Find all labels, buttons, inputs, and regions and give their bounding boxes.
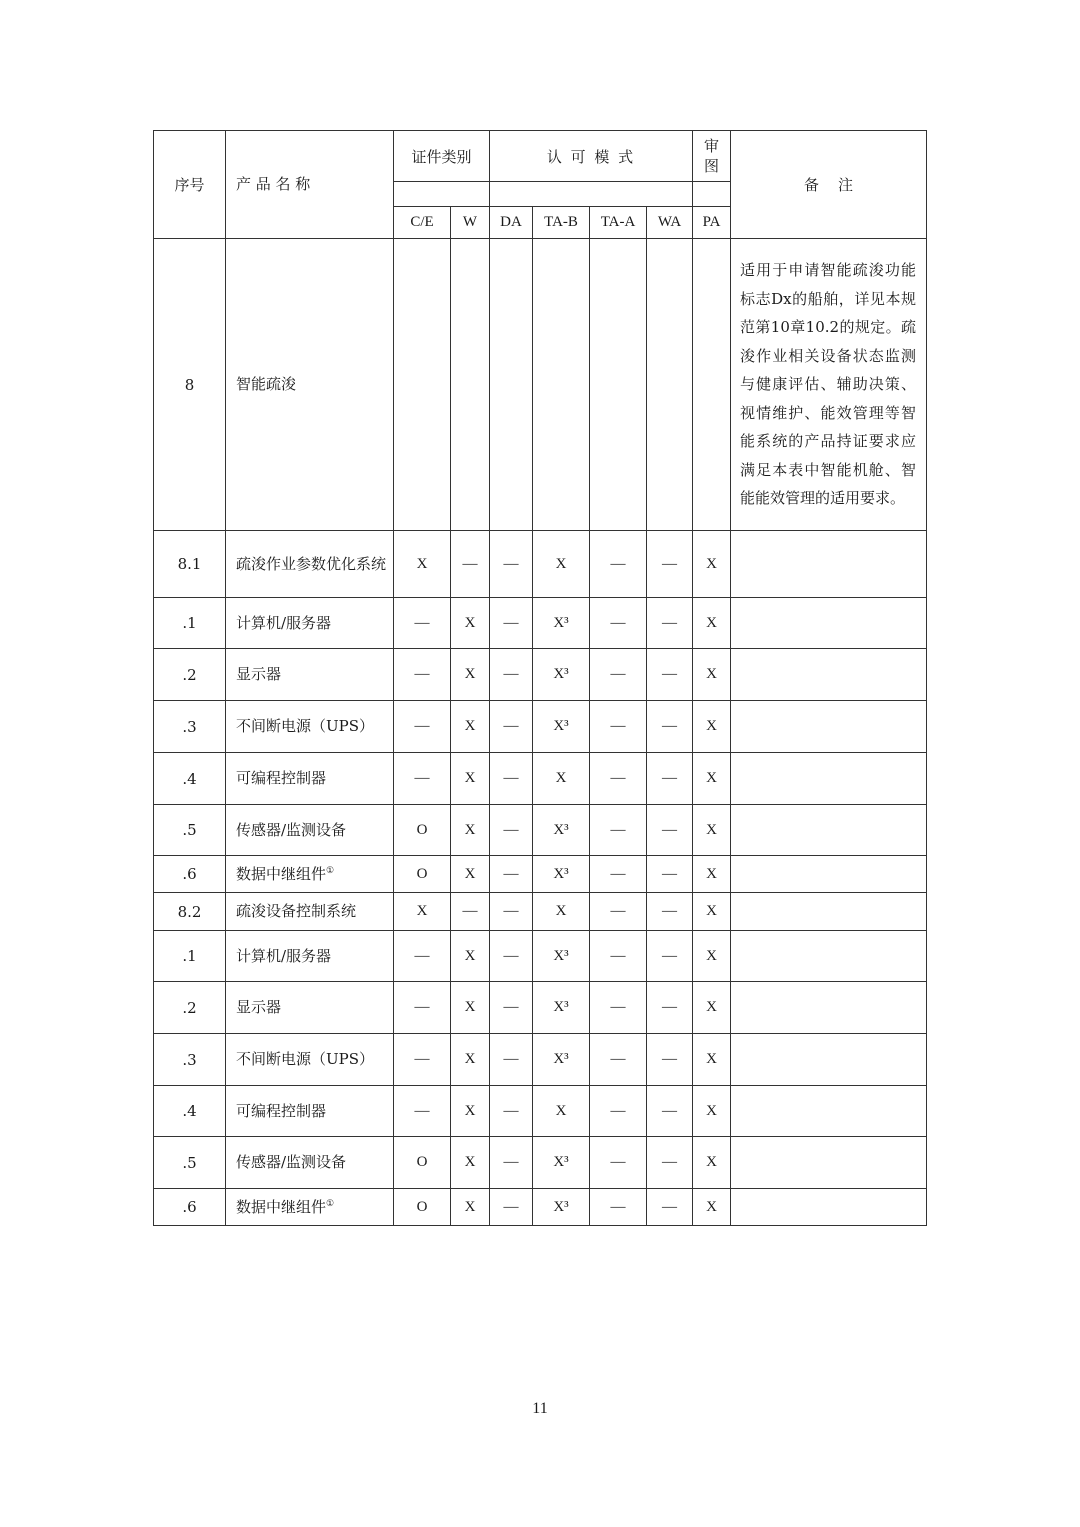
- row-remark: [731, 893, 927, 931]
- row-mark-da: —: [490, 753, 533, 805]
- row-seq: .3: [154, 701, 226, 753]
- section-name: 智能疏浚: [226, 239, 394, 531]
- row-mark-tab: X: [533, 531, 590, 598]
- row-mark-w: X: [451, 1034, 490, 1086]
- row-mark-ce: —: [394, 649, 451, 701]
- row-product-name-text: 传感器/监测设备: [236, 820, 347, 839]
- row-product-name-text: 可编程控制器: [236, 1101, 327, 1120]
- row-seq: 8.2: [154, 893, 226, 931]
- row-product-name: [226, 982, 394, 1034]
- row-mark-pa: X: [693, 1137, 731, 1189]
- section-remark: 适用于申请智能疏浚功能标志Dx的船舶，详见本规范第10章10.2的规定。疏浚作业相关设备状态监测与健康评估、辅助决策、视情维护、能效管理等智能系统的产品持证要求应满足本表中智能机舱、智能能效管理的适用要求。: [731, 239, 927, 531]
- row-mark-pa: X: [693, 753, 731, 805]
- header-cert-blank: [394, 182, 490, 207]
- row-product-name-text: 不间断电源（UPS）: [236, 717, 375, 735]
- table-row: [154, 1034, 927, 1086]
- row-mark-wa: —: [647, 753, 693, 805]
- row-seq: 8.1: [154, 531, 226, 598]
- section-seq: 8: [154, 239, 226, 531]
- row-mark-da: —: [490, 701, 533, 753]
- section-empty-cell: [490, 239, 533, 531]
- row-mark-tab: X³: [533, 805, 590, 856]
- header-code-w: W: [451, 207, 490, 239]
- row-mark-tab: X³: [533, 1189, 590, 1226]
- row-mark-tab: X³: [533, 856, 590, 893]
- row-seq: .6: [154, 1189, 226, 1226]
- row-mark-pa: X: [693, 982, 731, 1034]
- row-mark-taa: —: [590, 1189, 647, 1226]
- row-mark-da: —: [490, 893, 533, 931]
- table-row: [154, 1086, 927, 1137]
- table-row: [154, 531, 927, 598]
- row-mark-w: X: [451, 701, 490, 753]
- row-product-name: [226, 649, 394, 701]
- row-mark-taa: —: [590, 598, 647, 649]
- row-mark-w: X: [451, 1086, 490, 1137]
- header-seq: 序号: [154, 131, 226, 239]
- row-remark: [731, 982, 927, 1034]
- row-mark-tab: X³: [533, 701, 590, 753]
- row-mark-tab: X³: [533, 649, 590, 701]
- row-remark: [731, 1086, 927, 1137]
- row-product-name: [226, 1137, 394, 1189]
- row-product-name: [226, 893, 394, 931]
- row-mark-taa: —: [590, 931, 647, 982]
- row-mark-w: X: [451, 1189, 490, 1226]
- row-mark-pa: X: [693, 598, 731, 649]
- row-mark-ce: X: [394, 531, 451, 598]
- row-product-name: [226, 931, 394, 982]
- table-row: [154, 701, 927, 753]
- row-mark-pa: X: [693, 1034, 731, 1086]
- section-empty-cell: [533, 239, 590, 531]
- table-row: [154, 893, 927, 931]
- row-mark-taa: —: [590, 805, 647, 856]
- row-remark: [731, 649, 927, 701]
- row-mark-pa: X: [693, 856, 731, 893]
- row-mark-w: X: [451, 805, 490, 856]
- header-review-blank: [693, 182, 731, 207]
- section-empty-cell: [693, 239, 731, 531]
- row-mark-da: —: [490, 531, 533, 598]
- row-mark-w: X: [451, 598, 490, 649]
- row-mark-tab: X³: [533, 931, 590, 982]
- row-seq: .2: [154, 982, 226, 1034]
- row-mark-taa: —: [590, 531, 647, 598]
- table-row: [154, 805, 927, 856]
- row-product-name: [226, 598, 394, 649]
- header-code-taa: TA-A: [590, 207, 647, 239]
- row-mark-wa: —: [647, 1189, 693, 1226]
- header-approval-mode: 认 可 模 式: [490, 131, 693, 182]
- row-remark: [731, 598, 927, 649]
- row-remark: [731, 531, 927, 598]
- section-empty-cell: [647, 239, 693, 531]
- row-mark-pa: X: [693, 931, 731, 982]
- header-remark: 备 注: [731, 131, 927, 239]
- row-remark: [731, 1137, 927, 1189]
- row-mark-da: —: [490, 931, 533, 982]
- row-mark-da: —: [490, 1086, 533, 1137]
- row-product-name: [226, 701, 394, 753]
- row-seq: .5: [154, 805, 226, 856]
- row-mark-ce: O: [394, 1137, 451, 1189]
- header-product-name: 产 品 名 称: [226, 131, 394, 239]
- row-product-name-text: 疏浚作业参数优化系统: [236, 554, 387, 573]
- row-product-name: [226, 1189, 394, 1226]
- row-mark-da: —: [490, 598, 533, 649]
- row-mark-pa: X: [693, 701, 731, 753]
- row-product-name: [226, 856, 394, 893]
- row-product-name-text: 显示器: [236, 998, 282, 1016]
- row-seq: .2: [154, 649, 226, 701]
- section-row: [154, 239, 927, 531]
- header-plan-review: 审图: [693, 131, 731, 182]
- row-product-name-text: 数据中继组件: [236, 1197, 327, 1216]
- row-mark-w: —: [451, 531, 490, 598]
- product-certification-table: [153, 130, 927, 1226]
- row-remark: [731, 931, 927, 982]
- row-product-name: [226, 1086, 394, 1137]
- row-mark-wa: —: [647, 1034, 693, 1086]
- row-product-name: [226, 805, 394, 856]
- row-mark-w: X: [451, 753, 490, 805]
- row-mark-da: —: [490, 805, 533, 856]
- section-empty-cell: [590, 239, 647, 531]
- row-mark-ce: —: [394, 982, 451, 1034]
- row-mark-pa: X: [693, 531, 731, 598]
- row-mark-pa: X: [693, 805, 731, 856]
- row-seq: .6: [154, 856, 226, 893]
- row-product-name: [226, 531, 394, 598]
- row-remark: [731, 1034, 927, 1086]
- row-mark-pa: X: [693, 649, 731, 701]
- row-seq: .5: [154, 1137, 226, 1189]
- table-row: [154, 931, 927, 982]
- row-remark: [731, 753, 927, 805]
- row-mark-tab: X: [533, 893, 590, 931]
- row-mark-taa: —: [590, 649, 647, 701]
- row-mark-w: X: [451, 931, 490, 982]
- row-mark-wa: —: [647, 982, 693, 1034]
- row-mark-da: —: [490, 1189, 533, 1226]
- row-mark-tab: X: [533, 753, 590, 805]
- row-mark-taa: —: [590, 701, 647, 753]
- row-mark-w: —: [451, 893, 490, 931]
- row-remark: [731, 1189, 927, 1226]
- row-mark-da: —: [490, 856, 533, 893]
- row-mark-ce: —: [394, 753, 451, 805]
- row-mark-tab: X³: [533, 1034, 590, 1086]
- row-mark-pa: X: [693, 893, 731, 931]
- table-row: [154, 856, 927, 893]
- row-remark: [731, 856, 927, 893]
- row-mark-wa: —: [647, 1137, 693, 1189]
- row-mark-taa: —: [590, 893, 647, 931]
- header-code-tab: TA-B: [533, 207, 590, 239]
- row-mark-w: X: [451, 856, 490, 893]
- table-header: [154, 131, 927, 239]
- table-row: [154, 649, 927, 701]
- row-remark: [731, 805, 927, 856]
- row-mark-ce: O: [394, 805, 451, 856]
- header-code-pa: PA: [693, 207, 731, 239]
- footnote-marker: ①: [326, 1198, 335, 1209]
- row-mark-ce: —: [394, 1034, 451, 1086]
- row-mark-w: X: [451, 1137, 490, 1189]
- table-row: [154, 598, 927, 649]
- header-mode-blank: [490, 182, 693, 207]
- table-row: [154, 1137, 927, 1189]
- row-mark-da: —: [490, 1137, 533, 1189]
- row-mark-ce: —: [394, 931, 451, 982]
- row-mark-da: —: [490, 982, 533, 1034]
- row-mark-taa: —: [590, 856, 647, 893]
- page-number: 11: [532, 1400, 548, 1417]
- row-seq: .3: [154, 1034, 226, 1086]
- row-mark-tab: X³: [533, 1137, 590, 1189]
- table-row: [154, 1189, 927, 1226]
- row-mark-taa: —: [590, 753, 647, 805]
- row-product-name-text: 不间断电源（UPS）: [236, 1050, 375, 1068]
- row-mark-ce: —: [394, 701, 451, 753]
- row-mark-wa: —: [647, 856, 693, 893]
- row-mark-wa: —: [647, 931, 693, 982]
- row-mark-da: —: [490, 1034, 533, 1086]
- row-product-name-text: 数据中继组件: [236, 864, 327, 883]
- row-mark-wa: —: [647, 1086, 693, 1137]
- row-mark-taa: —: [590, 982, 647, 1034]
- header-cert-category: 证件类别: [394, 131, 490, 182]
- row-mark-taa: —: [590, 1137, 647, 1189]
- row-mark-taa: —: [590, 1086, 647, 1137]
- row-product-name: [226, 1034, 394, 1086]
- row-mark-w: X: [451, 982, 490, 1034]
- row-mark-ce: O: [394, 1189, 451, 1226]
- footnote-marker: ①: [326, 865, 335, 876]
- row-seq: .1: [154, 931, 226, 982]
- row-seq: .4: [154, 753, 226, 805]
- row-mark-pa: X: [693, 1086, 731, 1137]
- row-mark-pa: X: [693, 1189, 731, 1226]
- row-product-name-text: 可编程控制器: [236, 769, 327, 787]
- row-mark-taa: —: [590, 1034, 647, 1086]
- row-seq: .4: [154, 1086, 226, 1137]
- row-mark-tab: X: [533, 1086, 590, 1137]
- row-product-name-text: 传感器/监测设备: [236, 1153, 347, 1171]
- table-body: [154, 239, 927, 1226]
- row-product-name: [226, 753, 394, 805]
- row-product-name-text: 计算机/服务器: [236, 946, 332, 965]
- row-product-name-text: 显示器: [236, 665, 282, 683]
- row-remark: [731, 701, 927, 753]
- row-mark-wa: —: [647, 531, 693, 598]
- row-mark-ce: —: [394, 1086, 451, 1137]
- row-mark-wa: —: [647, 598, 693, 649]
- header-code-da: DA: [490, 207, 533, 239]
- row-mark-tab: X³: [533, 982, 590, 1034]
- row-mark-ce: O: [394, 856, 451, 893]
- row-product-name-text: 疏浚设备控制系统: [236, 902, 357, 920]
- row-mark-wa: —: [647, 805, 693, 856]
- section-empty-cell: [394, 239, 451, 531]
- row-mark-wa: —: [647, 701, 693, 753]
- row-mark-w: X: [451, 649, 490, 701]
- section-empty-cell: [451, 239, 490, 531]
- row-product-name-text: 计算机/服务器: [236, 613, 332, 632]
- row-mark-ce: —: [394, 598, 451, 649]
- row-seq: .1: [154, 598, 226, 649]
- header-code-wa: WA: [647, 207, 693, 239]
- row-mark-tab: X³: [533, 598, 590, 649]
- header-code-ce: C/E: [394, 207, 451, 239]
- table-row: [154, 982, 927, 1034]
- row-mark-wa: —: [647, 649, 693, 701]
- table-row: [154, 753, 927, 805]
- row-mark-wa: —: [647, 893, 693, 931]
- row-mark-ce: X: [394, 893, 451, 931]
- row-mark-da: —: [490, 649, 533, 701]
